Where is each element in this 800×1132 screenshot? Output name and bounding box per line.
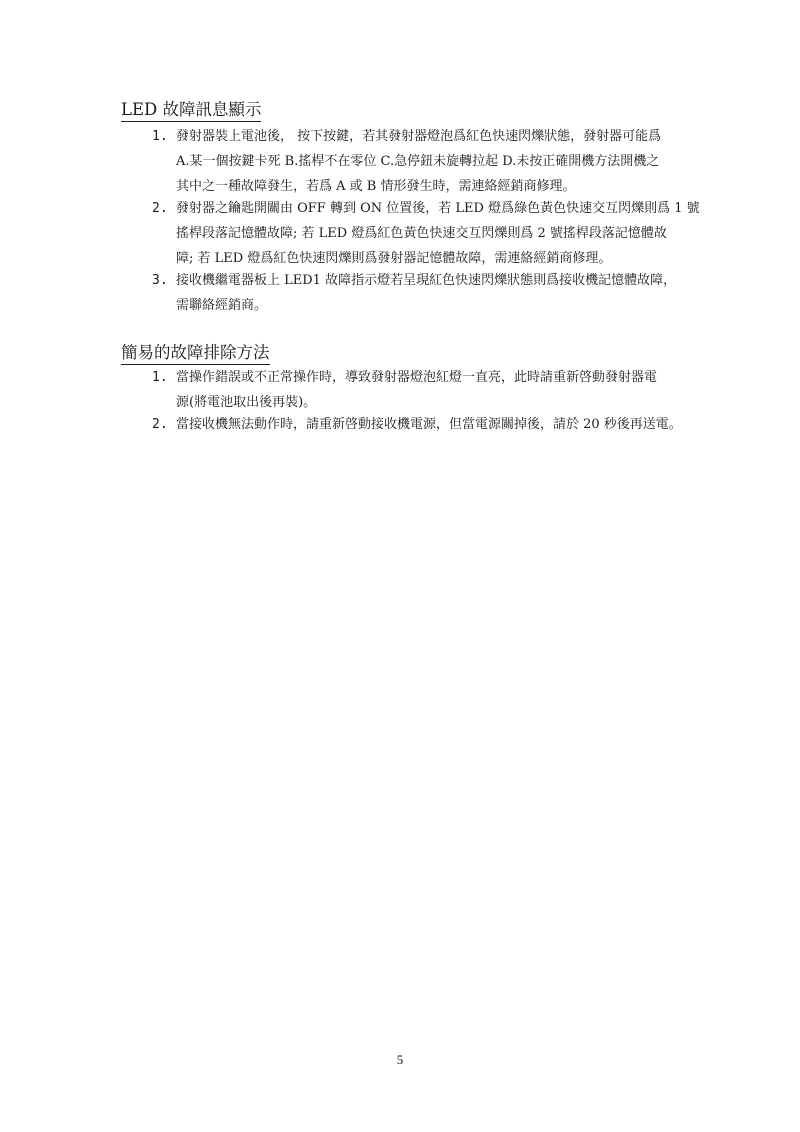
list-item-line: 發射器之鑰匙開關由 OFF 轉到 ON 位置後，若 LED 燈爲綠色黃色快速交互閃爍則爲 1 號 — [176, 201, 700, 216]
list-item-line: 當接收機無法動作時，請重新啓動接收機電源，但當電源關掉後，請於 20 秒後再送電。 — [176, 417, 682, 432]
list-item-number: 3. — [152, 273, 168, 288]
section-heading: LED 故障訊息顯示 — [121, 99, 261, 122]
list-item-number: 1. — [152, 129, 168, 144]
list-item-number: 2. — [152, 417, 168, 432]
list-item-line: 其中之一種故障發生，若爲 A 或 B 情形發生時，需連絡經銷商修理。 — [176, 179, 576, 194]
list-item-line: 需聯絡經銷商。 — [176, 298, 268, 313]
list-item-line: A.某一個按鍵卡死 B.搖桿不在零位 C.急停鈕未旋轉拉起 D.未按正確開機方法開機之 — [176, 154, 660, 169]
list-item-number: 1. — [152, 370, 168, 385]
section-heading: 簡易的故障排除方法 — [121, 342, 270, 365]
list-item-line: 源(將電池取出後再裝)。 — [176, 395, 317, 410]
list-item-line: 障; 若 LED 燈爲紅色快速閃爍則爲發射器記憶體故障，需連絡經銷商修理。 — [176, 251, 612, 266]
page-number: 5 — [396, 1052, 404, 1067]
list-item-number: 2. — [152, 201, 168, 216]
list-item-line: 當操作錯誤或不正常操作時，導致發射器燈泡紅燈一直亮，此時請重新啓動發射器電 — [176, 370, 658, 385]
list-item-line: 發射器裝上電池後， 按下按鍵，若其發射器燈泡爲紅色快速閃爍狀態，發射器可能爲 — [176, 129, 662, 144]
list-item-line: 搖桿段落記憶體故障; 若 LED 燈爲紅色黃色快速交互閃爍則爲 2 號搖桿段落記憶體故 — [176, 226, 667, 241]
list-item-line: 接收機繼電器板上 LED1 故障指示燈若呈現紅色快速閃爍狀態則爲接收機記憶體故障， — [176, 273, 677, 288]
